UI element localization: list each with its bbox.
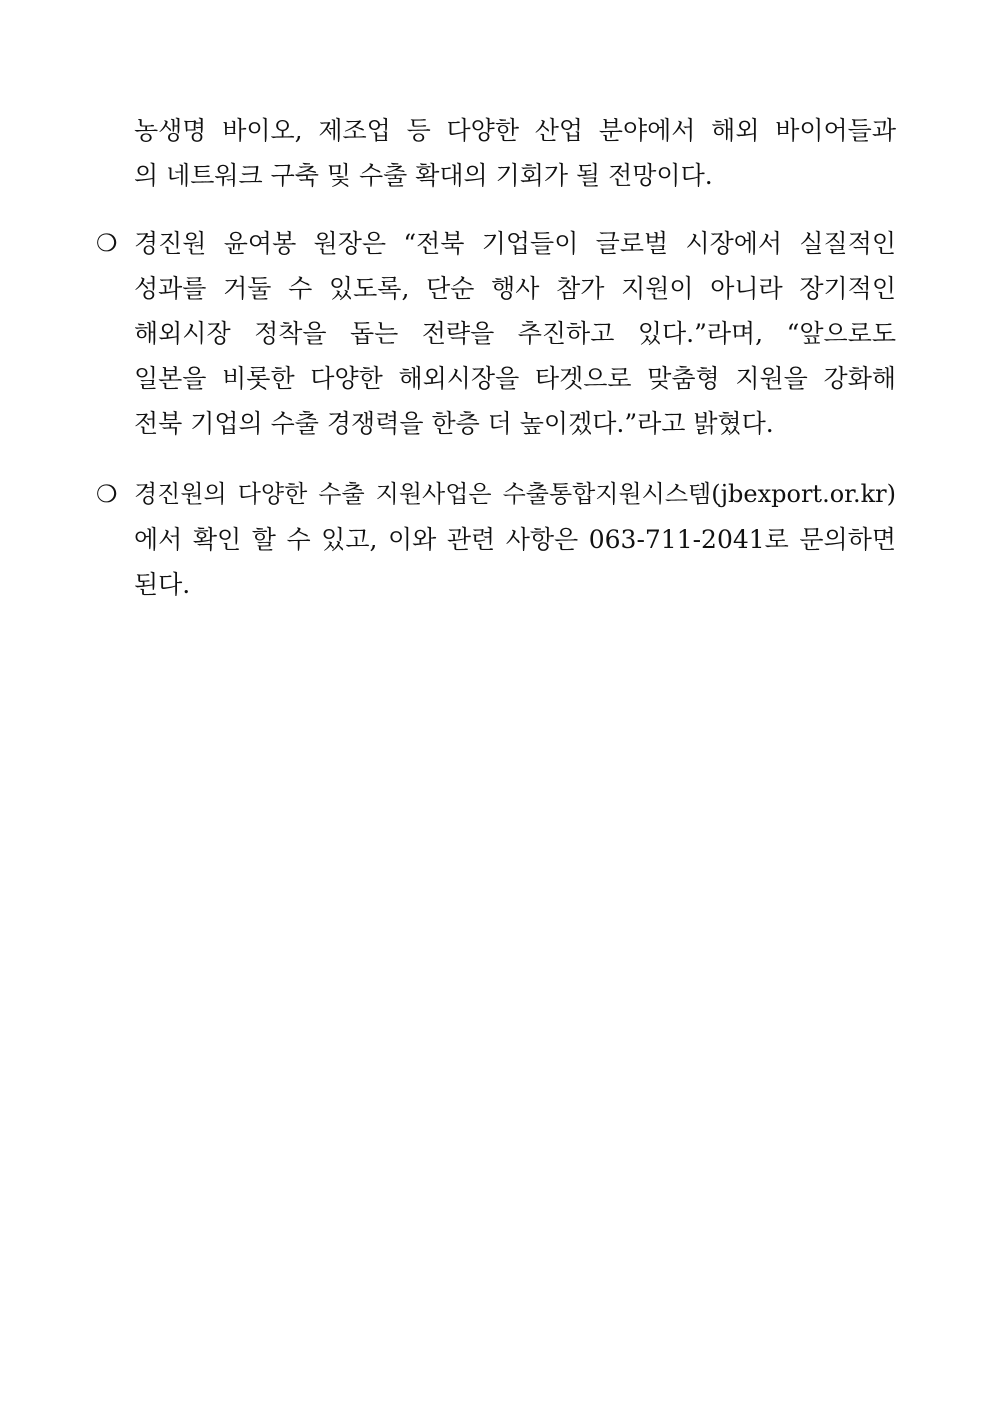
paragraph-continuation <box>134 108 896 198</box>
paragraph-line: 일본을 비롯한 다양한 해외시장을 타겟으로 맞춤형 지원을 강화해 <box>134 364 896 393</box>
paragraph-line: 해외시장 정착을 돕는 전략을 추진하고 있다.”라며, “앞으로도 <box>134 319 896 348</box>
paragraph-line: 된다. <box>134 570 191 599</box>
paragraph-line: 전북 기업의 수출 경쟁력을 한층 더 높이겠다.”라고 밝혔다. <box>134 409 774 438</box>
paragraph-line: 에서 확인 할 수 있고, 이와 관련 사항은 063-711-2041로 문의하면 <box>134 525 896 554</box>
paragraph-director-quote <box>134 221 896 446</box>
paragraph-line: 경진원 윤여봉 원장은 “전북 기업들이 글로벌 시장에서 실질적인 <box>134 229 896 258</box>
paragraph-line: 농생명 바이오, 제조업 등 다양한 산업 분야에서 해외 바이어들과 <box>134 116 896 145</box>
paragraph-line: 의 네트워크 구축 및 수출 확대의 기회가 될 전망이다. <box>134 161 713 190</box>
circle-bullet-icon: ❍ <box>96 480 118 508</box>
paragraph-line: 성과를 거둘 수 있도록, 단순 행사 참가 지원이 아니라 장기적인 <box>134 274 896 303</box>
paragraph-contact-info <box>134 472 896 607</box>
paragraph-line: 경진원의 다양한 수출 지원사업은 수출통합지원시스템(jbexport.or.kr) <box>134 480 896 508</box>
circle-bullet-icon: ❍ <box>96 229 118 257</box>
